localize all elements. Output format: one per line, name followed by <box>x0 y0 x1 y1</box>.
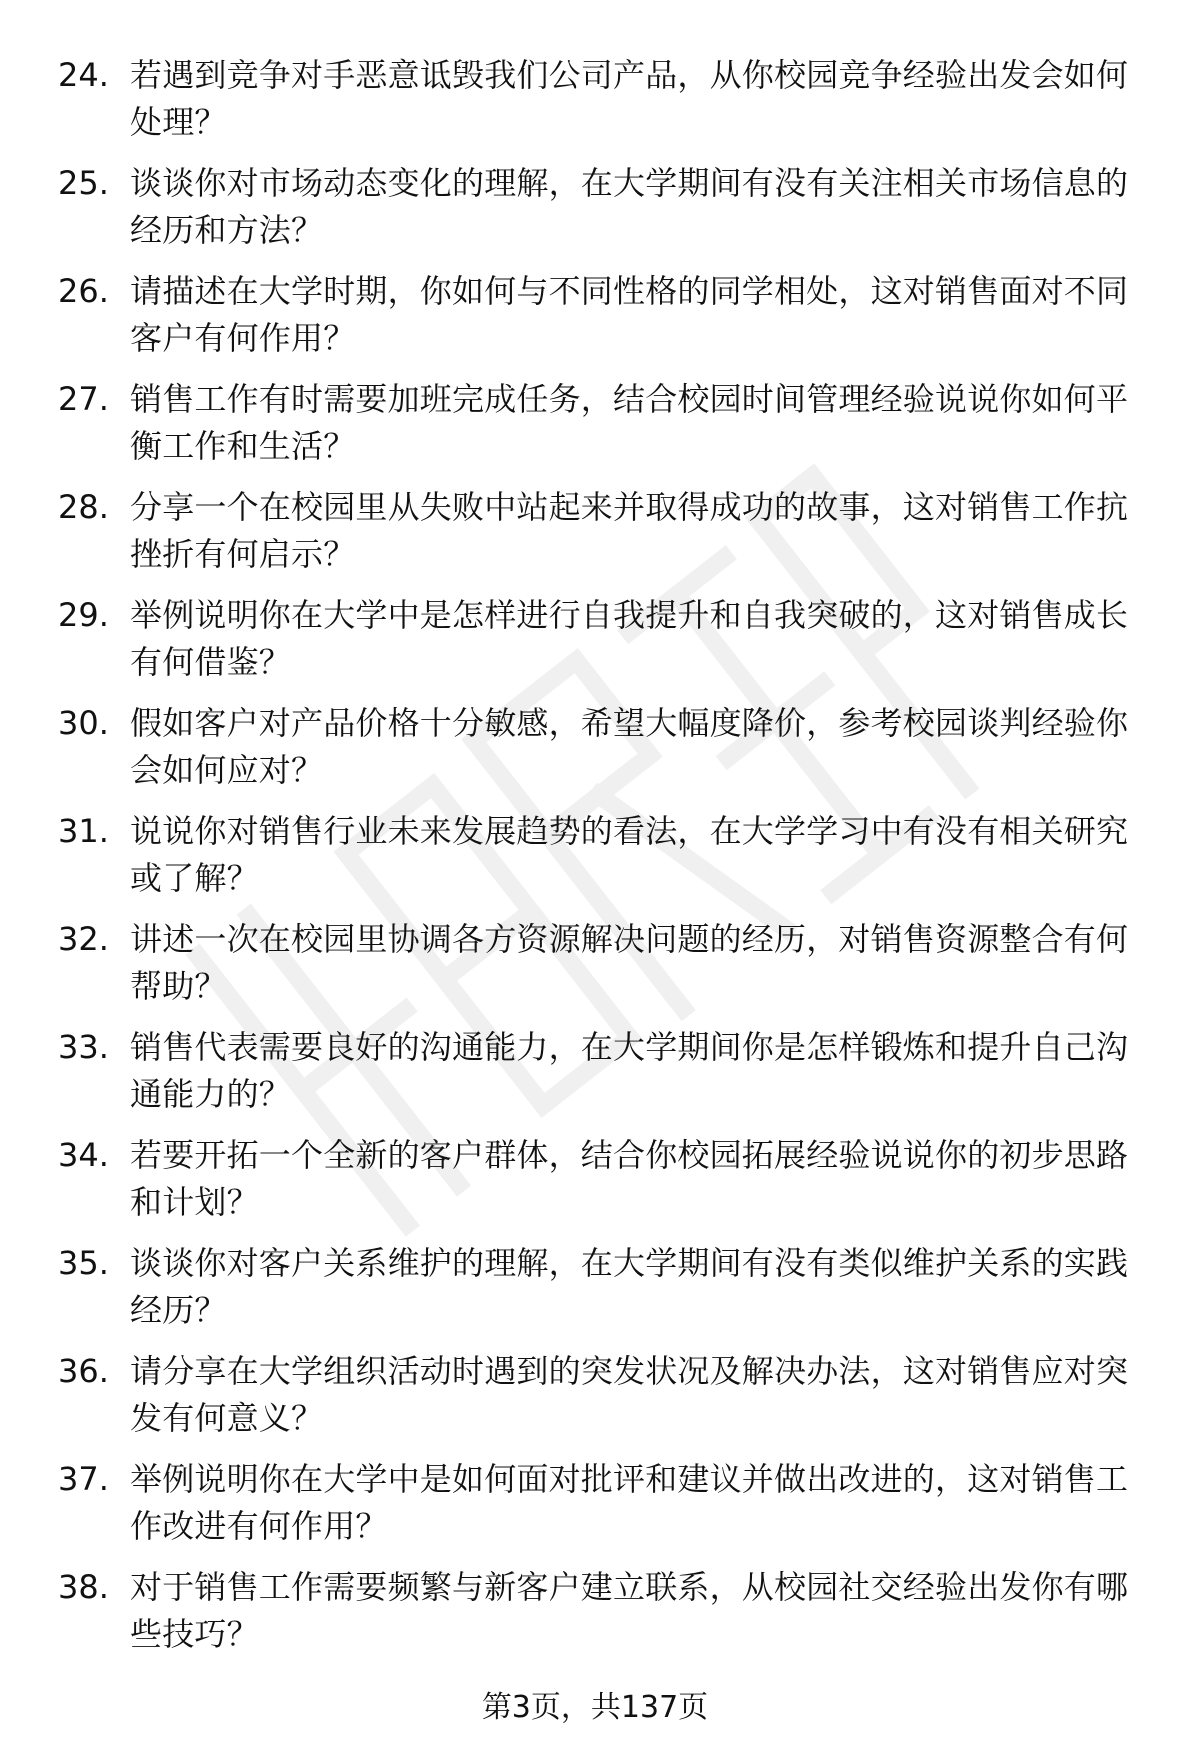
question-text: 举例说明你在大学中是怎样进行自我提升和自我突破的，这对销售成长有何借鉴？ <box>130 596 1129 681</box>
question-item-24 <box>58 52 1143 160</box>
question-number: 30. <box>58 704 109 742</box>
question-item-31 <box>58 808 1143 916</box>
question-item-36 <box>58 1348 1143 1456</box>
question-item-30 <box>58 700 1143 808</box>
question-text: 讲述一次在校园里协调各方资源解决问题的经历，对销售资源整合有何帮助？ <box>130 920 1129 1005</box>
question-number: 35. <box>58 1244 109 1282</box>
question-text: 销售代表需要良好的沟通能力，在大学期间你是怎样锻炼和提升自己沟通能力的？ <box>130 1028 1129 1113</box>
question-item-26 <box>58 268 1143 376</box>
question-item-37 <box>58 1456 1143 1564</box>
question-text: 销售工作有时需要加班完成任务，结合校园时间管理经验说说你如何平衡工作和生活？ <box>130 380 1129 465</box>
question-number: 32. <box>58 920 109 958</box>
question-item-35 <box>58 1240 1143 1348</box>
question-number: 38. <box>58 1568 109 1606</box>
question-number: 33. <box>58 1028 109 1066</box>
question-item-25 <box>58 160 1143 268</box>
question-text: 若遇到竞争对手恶意诋毁我们公司产品，从你校园竞争经验出发会如何处理？ <box>130 56 1129 141</box>
question-item-29 <box>58 592 1143 700</box>
question-text: 假如客户对产品价格十分敏感，希望大幅度降价，参考校园谈判经验你会如何应对？ <box>130 704 1129 789</box>
question-text: 分享一个在校园里从失败中站起来并取得成功的故事，这对销售工作抗挫折有何启示？ <box>130 488 1129 573</box>
question-text: 举例说明你在大学中是如何面对批评和建议并做出改进的，这对销售工作改进有何作用？ <box>130 1460 1129 1545</box>
question-text: 说说你对销售行业未来发展趋势的看法，在大学学习中有没有相关研究或了解？ <box>130 812 1129 897</box>
question-text: 若要开拓一个全新的客户群体，结合你校园拓展经验说说你的初步思路和计划？ <box>130 1136 1129 1221</box>
question-text: 谈谈你对市场动态变化的理解，在大学期间有没有关注相关市场信息的经历和方法？ <box>130 164 1129 249</box>
question-number: 31. <box>58 812 109 850</box>
question-item-34 <box>58 1132 1143 1240</box>
question-number: 27. <box>58 380 109 418</box>
question-list <box>58 52 1143 1672</box>
question-text: 请描述在大学时期，你如何与不同性格的同学相处，这对销售面对不同客户有何作用？ <box>130 272 1129 357</box>
question-number: 26. <box>58 272 109 310</box>
question-number: 36. <box>58 1352 109 1390</box>
page-number-label: 第3页，共137页 <box>481 1690 709 1725</box>
question-number: 28. <box>58 488 109 526</box>
question-item-28 <box>58 484 1143 592</box>
page-footer <box>0 1688 1190 1728</box>
question-number: 25. <box>58 164 109 202</box>
question-number: 24. <box>58 56 109 94</box>
question-number: 29. <box>58 596 109 634</box>
question-text: 请分享在大学组织活动时遇到的突发状况及解决办法，这对销售应对突发有何意义？ <box>130 1352 1129 1437</box>
question-text: 谈谈你对客户关系维护的理解，在大学期间有没有类似维护关系的实践经历？ <box>130 1244 1129 1329</box>
question-item-38 <box>58 1564 1143 1672</box>
question-number: 37. <box>58 1460 109 1498</box>
question-item-33 <box>58 1024 1143 1132</box>
question-item-27 <box>58 376 1143 484</box>
question-item-32 <box>58 916 1143 1024</box>
question-text: 对于销售工作需要频繁与新客户建立联系，从校园社交经验出发你有哪些技巧？ <box>130 1568 1129 1653</box>
question-number: 34. <box>58 1136 109 1174</box>
